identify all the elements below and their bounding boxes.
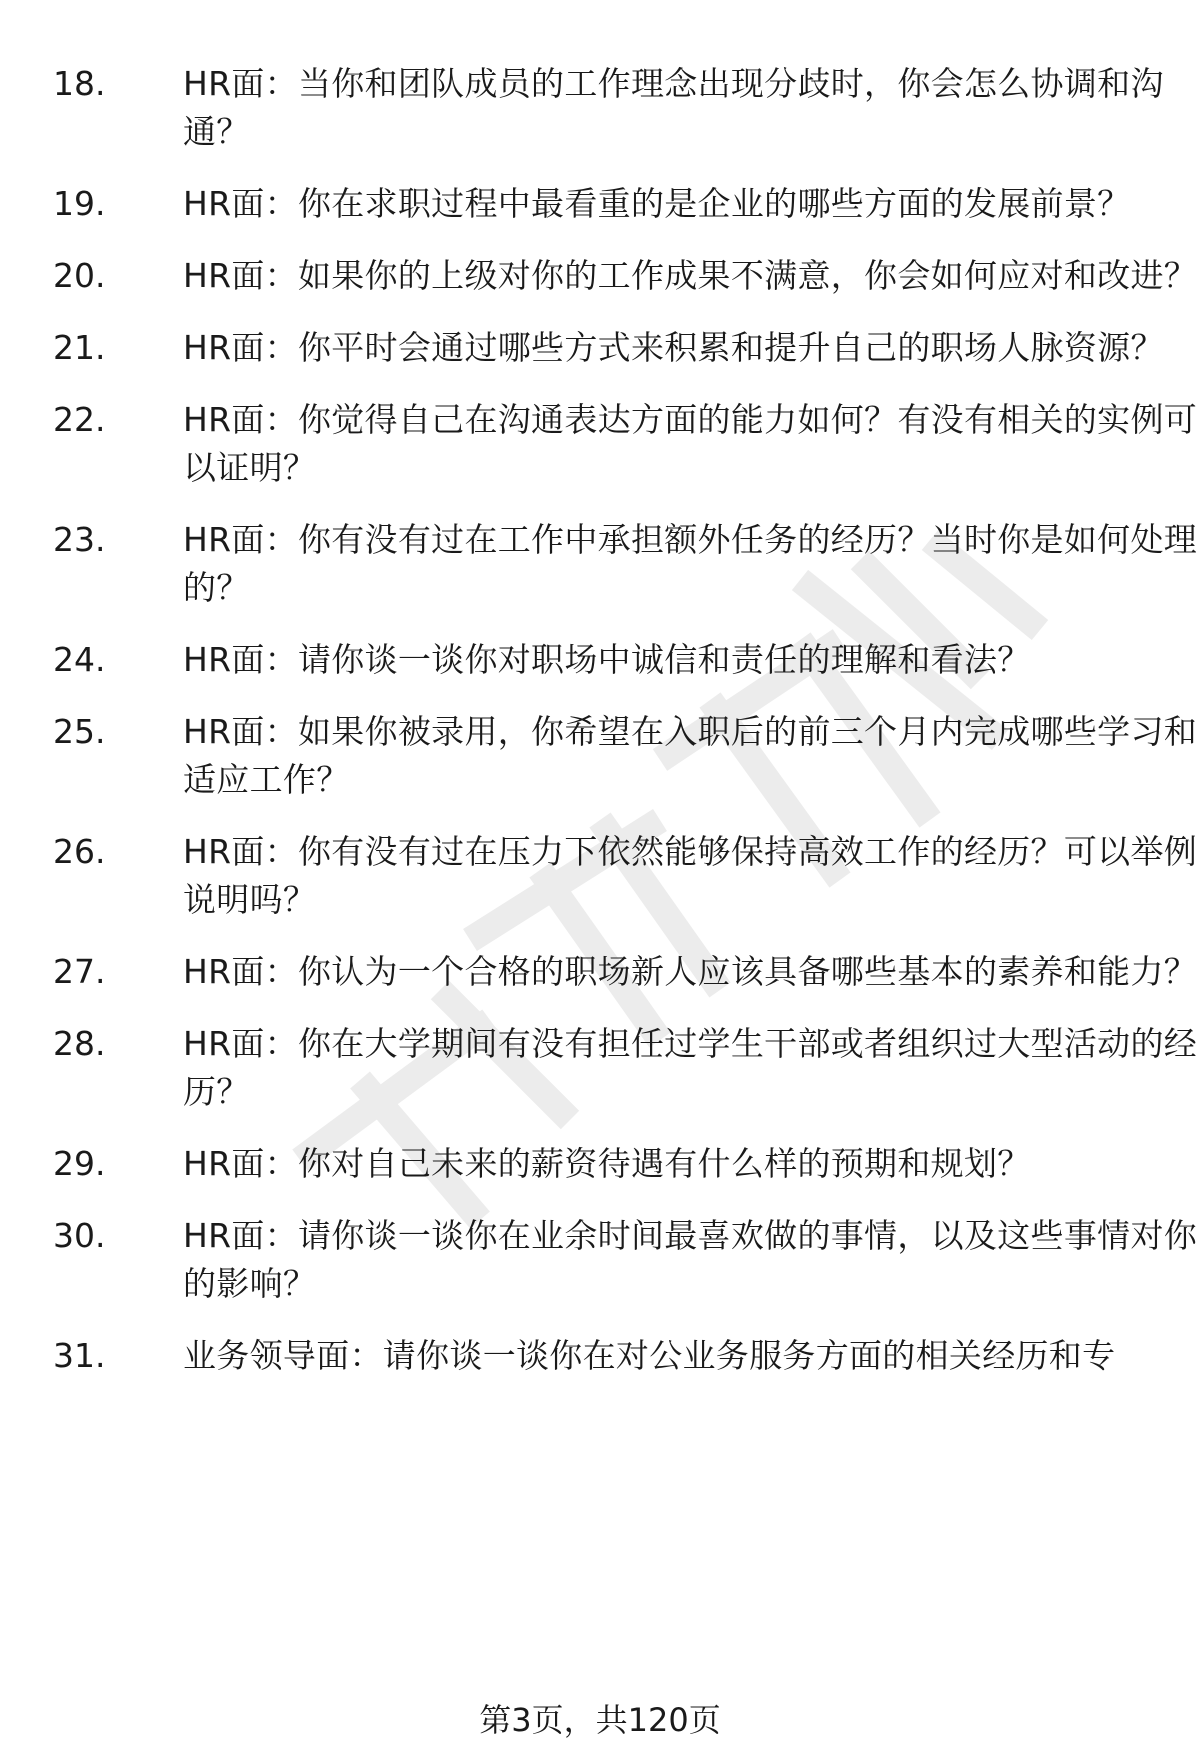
- question-number: 23.: [53, 520, 106, 559]
- question-number: 30.: [53, 1216, 106, 1255]
- question-text: HR面：你在求职过程中最看重的是企业的哪些方面的发展前景？: [183, 184, 1131, 223]
- question-text: HR面：如果你被录用，你希望在入职后的前三个月内完成哪些学习和适应工作？: [183, 712, 1198, 799]
- question-number: 28.: [53, 1024, 106, 1063]
- list-item: [0, 1212, 1200, 1308]
- list-item: [0, 324, 1200, 372]
- list-item: [0, 252, 1200, 300]
- list-item: [0, 60, 1200, 156]
- list-item: [0, 828, 1200, 924]
- question-text: HR面：请你谈一谈你在业余时间最喜欢做的事情，以及这些事情对你的影响？: [183, 1216, 1198, 1303]
- question-list: [0, 60, 1200, 1404]
- question-number: 19.: [53, 184, 106, 223]
- list-item: [0, 708, 1200, 804]
- list-item: [0, 516, 1200, 612]
- question-text: HR面：你有没有过在压力下依然能够保持高效工作的经历？可以举例说明吗？: [183, 832, 1198, 919]
- list-item: [0, 180, 1200, 228]
- question-text: HR面：你认为一个合格的职场新人应该具备哪些基本的素养和能力？: [183, 952, 1198, 991]
- list-item: [0, 636, 1200, 684]
- list-item: [0, 1140, 1200, 1188]
- question-text: HR面：请你谈一谈你对职场中诚信和责任的理解和看法？: [183, 640, 1031, 679]
- question-text: HR面：你对自己未来的薪资待遇有什么样的预期和规划？: [183, 1144, 1031, 1183]
- list-item: [0, 948, 1200, 996]
- question-number: 20.: [53, 256, 106, 295]
- question-text: HR面：你平时会通过哪些方式来积累和提升自己的职场人脉资源？: [183, 328, 1164, 367]
- question-number: 26.: [53, 832, 106, 871]
- question-text: HR面：如果你的上级对你的工作成果不满意，你会如何应对和改进？: [183, 256, 1198, 295]
- question-number: 22.: [53, 400, 106, 439]
- list-item: [0, 396, 1200, 492]
- question-number: 21.: [53, 328, 106, 367]
- list-item: [0, 1332, 1200, 1380]
- page-footer: 第3页，共120页: [479, 1701, 721, 1739]
- question-text: HR面：你在大学期间有没有担任过学生干部或者组织过大型活动的经历？: [183, 1024, 1198, 1111]
- question-text: HR面：你有没有过在工作中承担额外任务的经历？当时你是如何处理的？: [183, 520, 1198, 607]
- question-text: 业务领导面：请你谈一谈你在对公业务服务方面的相关经历和专: [183, 1336, 1116, 1375]
- question-number: 31.: [53, 1336, 106, 1375]
- question-number: 29.: [53, 1144, 106, 1183]
- question-number: 25.: [53, 712, 106, 751]
- question-number: 27.: [53, 952, 106, 991]
- question-text: HR面：你觉得自己在沟通表达方面的能力如何？有没有相关的实例可以证明？: [183, 400, 1198, 487]
- question-number: 18.: [53, 64, 106, 103]
- question-text: HR面：当你和团队成员的工作理念出现分歧时，你会怎么协调和沟通？: [183, 64, 1164, 151]
- question-number: 24.: [53, 640, 106, 679]
- list-item: [0, 1020, 1200, 1116]
